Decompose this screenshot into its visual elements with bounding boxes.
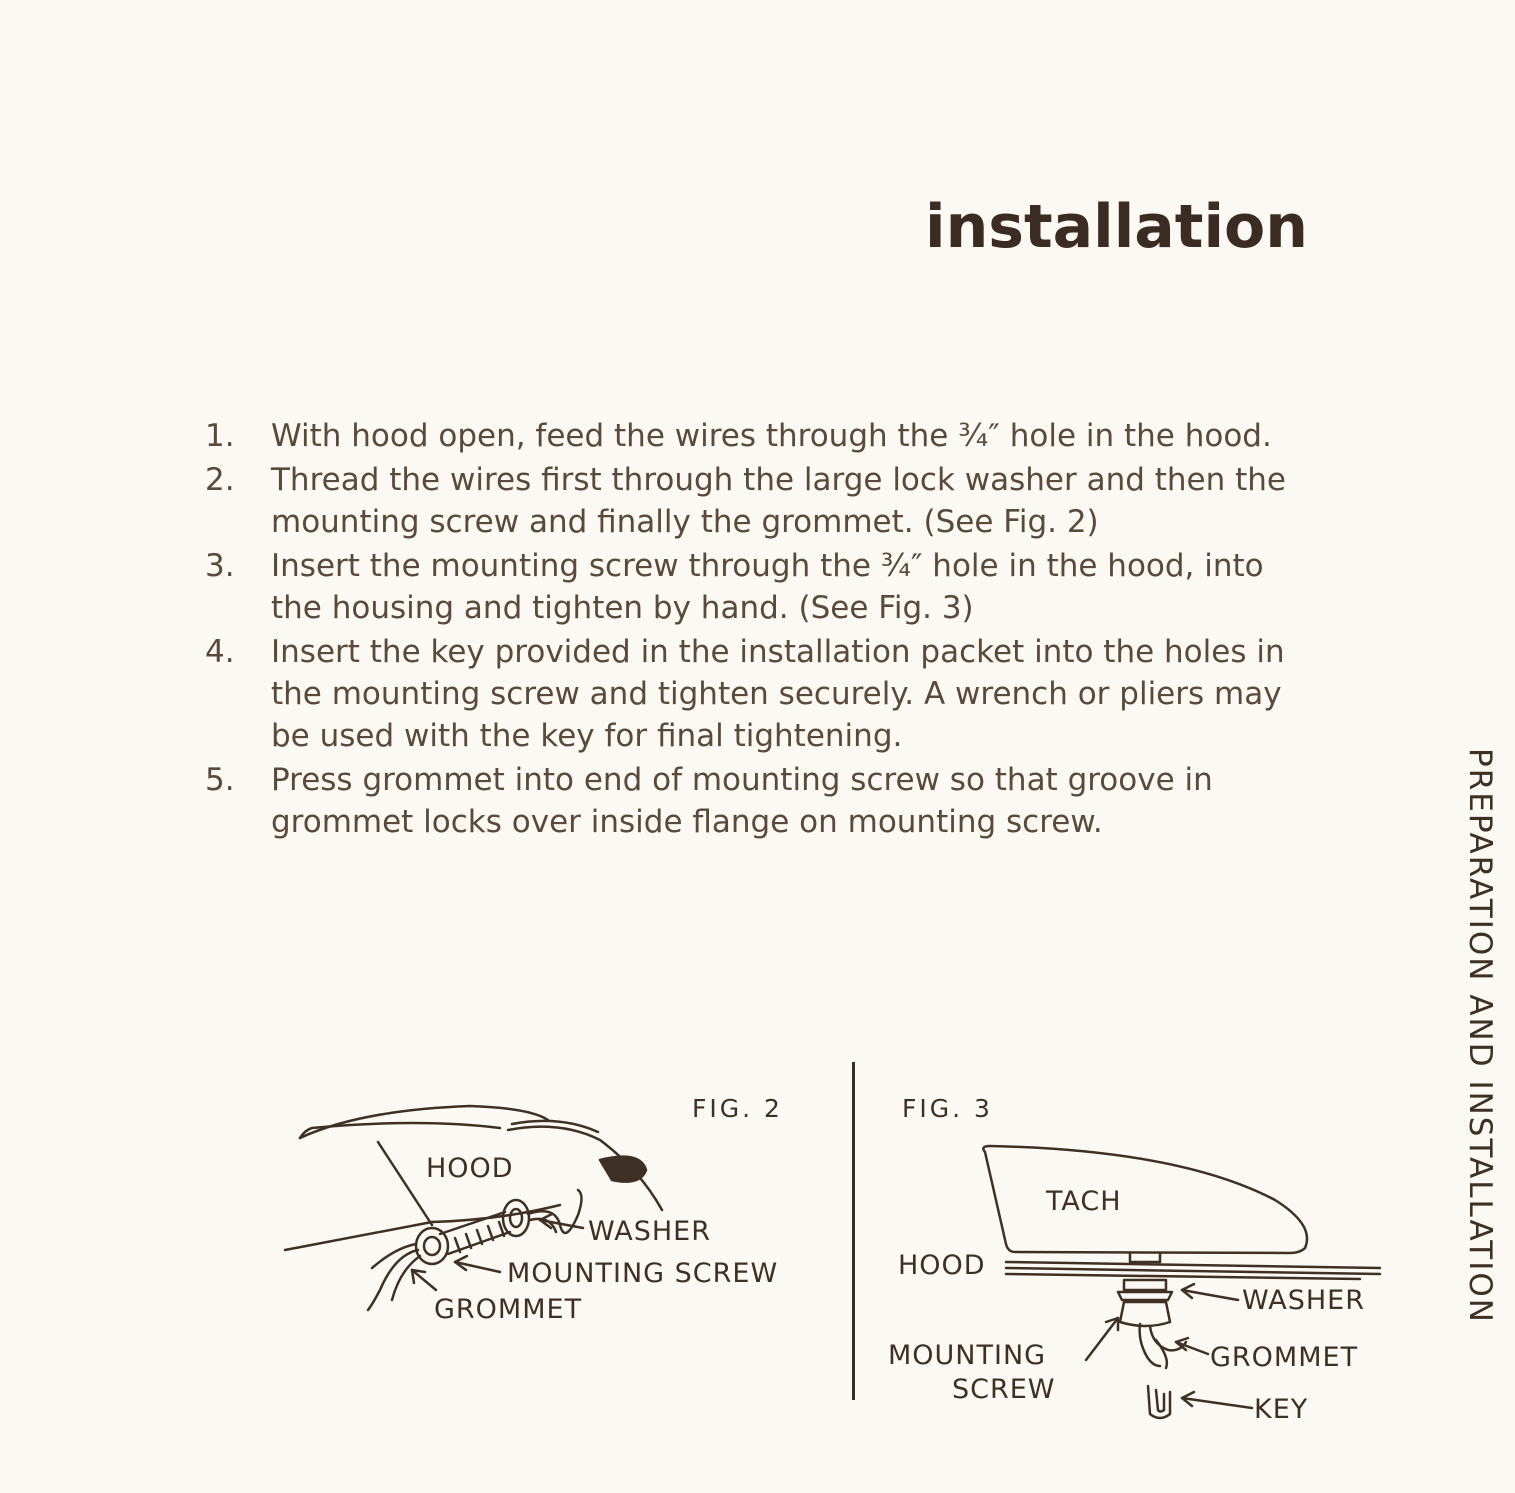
step-number: 4. (205, 634, 235, 670)
fig2-grommet-label: GROMMET (434, 1294, 583, 1325)
fig3-tach-label: TACH (1046, 1186, 1122, 1217)
fig2-hood-label: HOOD (426, 1153, 514, 1184)
fig2-washer-label: WASHER (588, 1216, 711, 1247)
step-text: Insert the mounting screw through the ¾″ hole in the hood, into the housing and tighten by hand. (See Fig. 3) (271, 548, 1264, 626)
step-number: 5. (205, 762, 235, 798)
fig2-title: FIG. 2 (692, 1094, 783, 1123)
step-text: Thread the wires first through the large lock washer and then the mounting screw and finally the grommet. (See Fig. 2) (271, 462, 1286, 540)
fig3-key-label: KEY (1254, 1394, 1309, 1425)
fig3-screw-label: SCREW (952, 1374, 1056, 1405)
fig3-mounting-label: MOUNTING (888, 1340, 1047, 1371)
fig2-mounting-screw-label: MOUNTING SCREW (507, 1258, 779, 1289)
page-title: installation (925, 192, 1308, 262)
fig3-hood-label: HOOD (898, 1250, 986, 1281)
fig3-grommet-label: GROMMET (1210, 1342, 1359, 1373)
step-number: 2. (205, 462, 235, 498)
step-text: Press grommet into end of mounting screw so that groove in grommet locks over inside flange on mounting screw. (271, 762, 1213, 840)
fig3-washer-label: WASHER (1242, 1285, 1365, 1316)
section-side-label: PREPARATION AND INSTALLATION (1462, 748, 1498, 1324)
step-number: 3. (205, 548, 235, 584)
step-text: Insert the key provided in the installation packet into the holes in the mounting screw and tighten securely. A wrench or pliers may be used with the key for final tightening. (271, 634, 1285, 754)
fig3-title: FIG. 3 (902, 1094, 993, 1123)
step-number: 1. (205, 418, 235, 454)
step-text: With hood open, feed the wires through the ¾″ hole in the hood. (271, 418, 1272, 454)
